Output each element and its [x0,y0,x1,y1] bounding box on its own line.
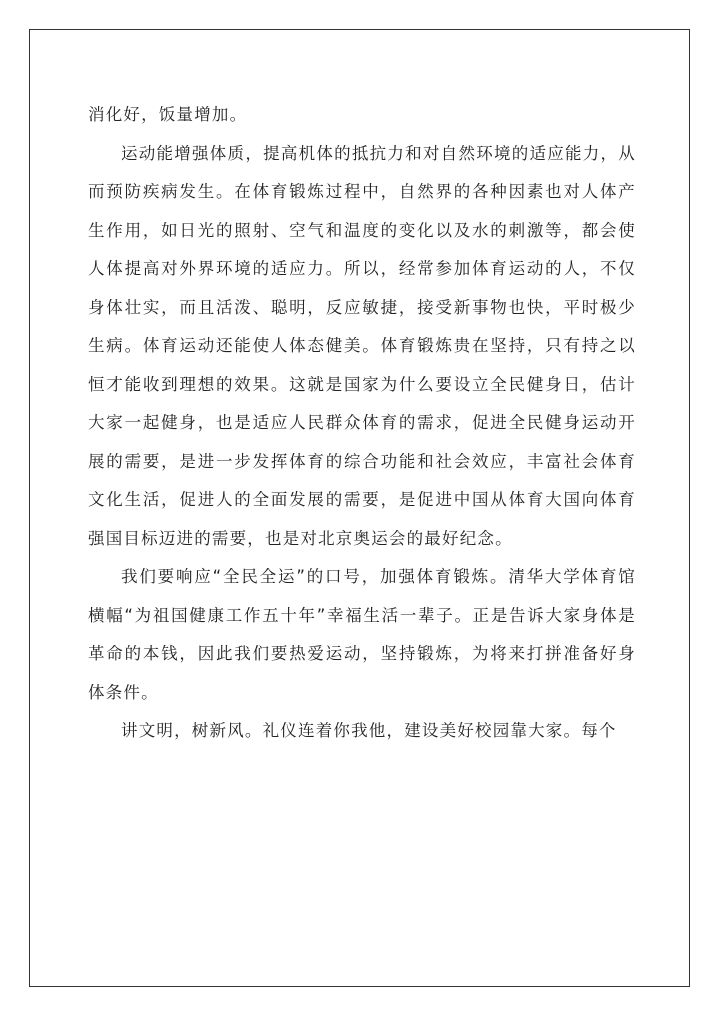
paragraph-3: 我们要响应“全民全运”的口号，加强体育锻炼。清华大学体育馆横幅“为祖国健康工作五十年”幸福生活一辈子。正是告诉大家身体是革命的本钱，因此我们要热爱运动，坚持锻炼，为将来打拼准备好身体条件。 [88,567,636,702]
paragraph-2: 运动能增强体质，提高机体的抵抗力和对自然环境的适应能力，从而预防疾病发生。在体育锻炼过程中，自然界的各种因素也对人体产生作用，如日光的照射、空气和温度的变化以及水的刺激等，都会使人体提高对外界环境的适应力。所以，经常参加体育运动的人，不仅身体壮实，而且活泼、聪明，反应敏捷，接受新事物也快，平时极少生病。体育运动还能使人体态健美。体育锻炼贵在坚持，只有持之以恒才能收到理想的效果。这就是国家为什么要设立全民健身日，估计大家一起健身，也是适应人民群众体育的需求，促进全民健身运动开展的需要，是进一步发挥体育的综合功能和社会效应，丰富社会体育文化生活，促进人的全面发展的需要，是促进中国从体育大国向体育强国目标迈进的需要，也是对北京奥运会的最好纪念。 [88,143,636,548]
paragraph-1: 消化好，饭量增加。 [88,105,248,124]
paragraph-4: 讲文明，树新风。礼仪连着你我他，建设美好校园靠大家。每个 [121,721,617,740]
document-body [88,96,636,751]
